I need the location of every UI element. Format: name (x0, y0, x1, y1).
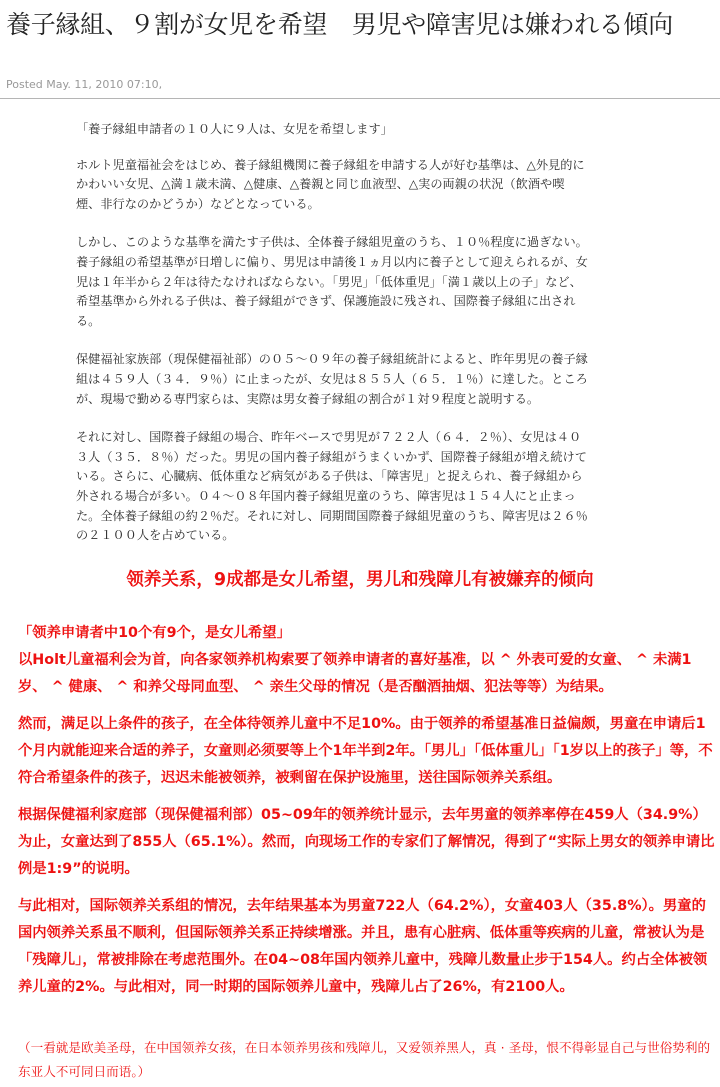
translation-paragraph: 根据保健福利家庭部（现保健福利部）05~09年的领养统计显示，去年男童的领养率停在459人（34.9%）为止，女童达到了855人（65.1%）。然而，向现场工作的专家们了解情况，得到了“实际上男女的领养申请比例是1:9”的说明。 (18, 807, 715, 877)
translation-paragraph: 与此相对，国际领养关系组的情况，去年结果基本为男童722人（64.2%），女童403人（35.8%）。男童的国内领养关系虽不顺利，但国际领养关系正持续增涨。并且，患有心脏病、低体重等疾病的儿童，常被认为是「残障儿」，常被排除在考虑范围外。在04~08年国内领养儿童中，残障儿数量止步于154人。约占全体被领养儿童的2%。与此相对，同一时期的国际领养儿童中，残障儿占了26%，有2100人。 (18, 898, 708, 995)
article-quote: 「養子縁組申請者の１０人に９人は、女児を希望します」 (76, 122, 393, 136)
article-paragraph: しかし、このような基準を満たす子供は、全体養子縁組児童のうち、１０％程度に過ぎない。養子縁組の希望基準が日増しに偏り、男児は申請後１ヵ月以内に養子として迎えられるが、女児は１年半から２年は待たなければならない。「男児」「低体重児」「満１歳以上の子」など、希望基準から外れる子供は、養子縁組ができず、保護施設に残され、国際養子縁組に出される。 (76, 235, 588, 328)
article-paragraph: ホルト児童福祉会をはじめ、養子縁組機関に養子縁組を申請する人が好む基準は、△外見的にかわいい女児、△満１歳未満、△健康、△養親と同じ血液型、△実の両親の状況（飲酒や喫煙、非行なのかどうか）などとなっている。 (76, 157, 585, 211)
translation-quote: 「领养申请者中10个有9个，是女儿希望」 (18, 625, 291, 641)
translation-heading: 领养关系，9成都是女儿希望，男儿和残障儿有被嫌弃的倾向 (126, 570, 594, 590)
page-title: 養子縁組、９割が女児を希望 男児や障害児は嫌われる傾向 (6, 10, 673, 39)
article-paragraph: それに対し、国際養子縁組の場合、昨年ベースで男児が７２２人（６４．２％）、女児は４０３人（３５．８％）だった。男児の国内養子縁組がうまくいかず、国際養子縁組が増え続けている。さらに、心臓病、低体重など病気がある子供は、「障害児」と捉えられ、養子縁組から外される場合が多い。０４～０８年国内養子縁組児童のうち、障害児は１５４人にと止まった。全体養子縁組の約２％だ。それに対し、同期間国際養子縁組児童のうち、障害児は２６％の２１００人を占めている。 (76, 430, 588, 543)
article-body (76, 120, 588, 565)
translation-body (18, 620, 716, 1011)
translator-note: （一看就是欧美圣母，在中国领养女孩，在日本领养男孩和残障儿，又爱领养黑人，真 · 圣母，恨不得彰显自己与世俗势利的东亚人不可同日而语。） (18, 1040, 711, 1079)
header-divider (0, 98, 720, 99)
posted-date: Posted May. 11, 2010 07:10, (6, 78, 163, 91)
article-paragraph: 保健福祉家族部（現保健福祉部）の０５～０９年の養子縁組統計によると、昨年男児の養子縁組は４５９人（３４．９％）に止まったが、女児は８５５人（６５．１％）に達した。ところが、現場で勤める専門家らは、実際は男女養子縁組の割合が１対９程度と説明する。 (76, 352, 588, 406)
translation-paragraph (18, 620, 716, 701)
translation-paragraph-text: 以Holt儿童福利会为首，向各家领养机构索要了领养申请者的喜好基准，以 ^ 外表可爱的女童、 ^ 未满1岁、 ^ 健康、 ^ 和养父母同血型、 ^ 亲生父母的情况（是否酗酒抽烟、犯法等等）为结果。 (18, 652, 692, 695)
translation-paragraph: 然而，满足以上条件的孩子，在全体待领养儿童中不足10%。由于领养的希望基准日益偏颇，男童在申请后1个月内就能迎来合适的养子，女童则必须要等上个1年半到2年。「男儿」「低体重儿」「1岁以上的孩子」等，不符合希望条件的孩子，迟迟未能被领养，被剩留在保护设施里，送往国际领养关系组。 (18, 716, 713, 786)
